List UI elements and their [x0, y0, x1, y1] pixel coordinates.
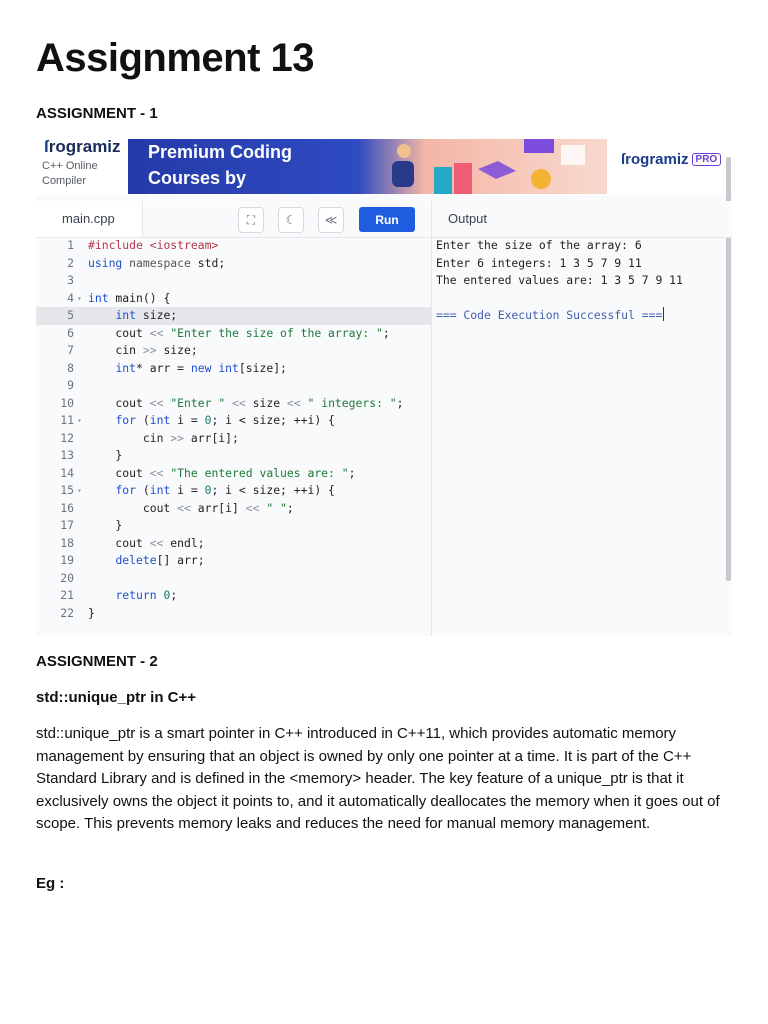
compiler-screenshot [36, 139, 732, 636]
line-number: 15 [60, 483, 74, 497]
line-number: 10 [60, 395, 74, 410]
code-line[interactable] [36, 500, 431, 518]
fold-toggle-icon[interactable]: ▾ [77, 293, 82, 303]
line-number: 16 [60, 500, 74, 515]
code-line[interactable] [36, 395, 431, 413]
line-number: 17 [60, 518, 74, 532]
code-text: } [88, 605, 95, 620]
code-line[interactable] [36, 535, 431, 553]
code-line[interactable] [36, 325, 431, 343]
code-line[interactable] [36, 430, 431, 448]
pane-divider[interactable] [431, 201, 432, 636]
line-number: 11 [60, 413, 74, 427]
moon-icon[interactable]: ☾ [278, 207, 304, 233]
code-text: return 0; [115, 588, 178, 602]
code-line[interactable] [36, 412, 431, 430]
code-line[interactable] [36, 517, 431, 535]
line-number: 1 [67, 238, 74, 252]
code-text: cin >> arr[i]; [88, 430, 239, 445]
code-line[interactable] [36, 570, 431, 588]
code-text: delete[] arr; [115, 553, 205, 567]
code-text: #include <iostream> [88, 238, 219, 252]
line-number: 20 [60, 570, 74, 585]
line-number: 4 [67, 290, 74, 305]
code-text: using namespace std; [88, 255, 226, 270]
code-line[interactable] [36, 552, 431, 570]
code-line[interactable] [36, 290, 431, 308]
code-line[interactable] [36, 587, 431, 605]
run-button[interactable]: Run [359, 207, 415, 232]
line-number: 6 [67, 325, 74, 340]
code-text: } [88, 448, 123, 462]
code-text: cout << endl; [88, 535, 205, 550]
code-line[interactable] [36, 342, 431, 360]
share-icon[interactable]: ≪ [318, 207, 344, 233]
code-line[interactable] [36, 482, 431, 500]
code-text: } [88, 518, 123, 532]
programiz-logo: ſrogramiz [44, 137, 121, 156]
programiz-pro-logo[interactable]: ſrogramiz PRO [621, 151, 721, 168]
tab-main-cpp[interactable]: main.cpp [36, 201, 143, 237]
output-line: Enter the size of the array: 6 [436, 238, 642, 252]
line-number: 5 [67, 308, 74, 322]
line-number: 2 [67, 255, 74, 270]
fold-toggle-icon[interactable]: ▾ [77, 486, 82, 495]
code-line[interactable] [36, 255, 431, 273]
body-paragraph: std::unique_ptr is a smart pointer in C++ introduced in C++11, which provides automatic memory management by ensuring that an object is owned by only one pointer at a time. It is part of the C++ Standard Library and is defined in the <memory> header. The key feature of a unique_ptr is that it exclusively owns the object it points to, and it automatically deallocates the memory when it goes out of scope. This prevents memory leaks and reduces the need for manual memory management. [36, 725, 720, 832]
section-heading-assignment-2: ASSIGNMENT - 2 [36, 653, 158, 670]
code-line[interactable] [36, 465, 431, 483]
line-number: 9 [67, 378, 74, 392]
line-number: 19 [60, 553, 74, 567]
code-text: cout << arr[i] << " "; [88, 500, 294, 515]
code-text: int size; [115, 308, 178, 322]
code-line[interactable] [36, 307, 431, 325]
output-title: Output [448, 211, 488, 226]
code-line[interactable] [36, 272, 431, 290]
line-number: 21 [60, 588, 74, 602]
code-text: cout << "The entered values are: "; [88, 465, 356, 480]
promo-banner[interactable] [128, 139, 607, 194]
brand-subtitle: C++ Online Compiler [42, 160, 98, 187]
code-editor[interactable] [36, 237, 431, 622]
code-text: cout << "Enter " << size << " integers: "; [88, 395, 404, 410]
code-line[interactable] [36, 377, 431, 395]
editor-toolbar [36, 201, 732, 238]
line-number: 14 [60, 465, 74, 480]
code-text: int* arr = new int[size]; [115, 360, 287, 375]
text-cursor [663, 307, 664, 321]
line-number: 22 [60, 605, 74, 620]
subheading-unique-ptr: std::unique_ptr in C++ [36, 689, 197, 706]
fold-toggle-icon[interactable]: ▾ [77, 416, 82, 425]
code-line[interactable] [36, 447, 431, 465]
code-text: for (int i = 0; i < size; ++i) { [115, 413, 335, 427]
line-number: 7 [67, 343, 74, 357]
banner-illustration-icon [386, 139, 606, 194]
example-label: Eg : [36, 875, 65, 892]
output-line: Enter 6 integers: 1 3 5 7 9 11 [436, 255, 642, 270]
fullscreen-icon[interactable]: ⛶ [238, 207, 264, 233]
output-line: The entered values are: 1 3 5 7 9 11 [436, 273, 683, 287]
line-number: 18 [60, 535, 74, 550]
code-line[interactable] [36, 605, 431, 623]
code-text: cin >> size; [88, 343, 198, 357]
output-panel [436, 237, 726, 324]
line-number: 12 [60, 430, 74, 445]
line-number: 3 [67, 273, 74, 287]
execution-status: === Code Execution Successful === [436, 307, 663, 322]
pro-badge: PRO [692, 153, 722, 166]
code-line[interactable] [36, 237, 431, 255]
code-text: cout << "Enter the size of the array: "; [88, 325, 390, 340]
page-title: Assignment 13 [36, 36, 315, 80]
code-text: for (int i = 0; i < size; ++i) { [115, 483, 335, 497]
line-number: 13 [60, 448, 74, 462]
code-line[interactable] [36, 360, 431, 378]
banner-text: Premium Coding Courses by [148, 142, 293, 188]
code-text: int main() { [88, 290, 171, 305]
line-number: 8 [67, 360, 74, 375]
compiler-header [36, 139, 732, 195]
section-heading-assignment-1: ASSIGNMENT - 1 [36, 105, 158, 122]
